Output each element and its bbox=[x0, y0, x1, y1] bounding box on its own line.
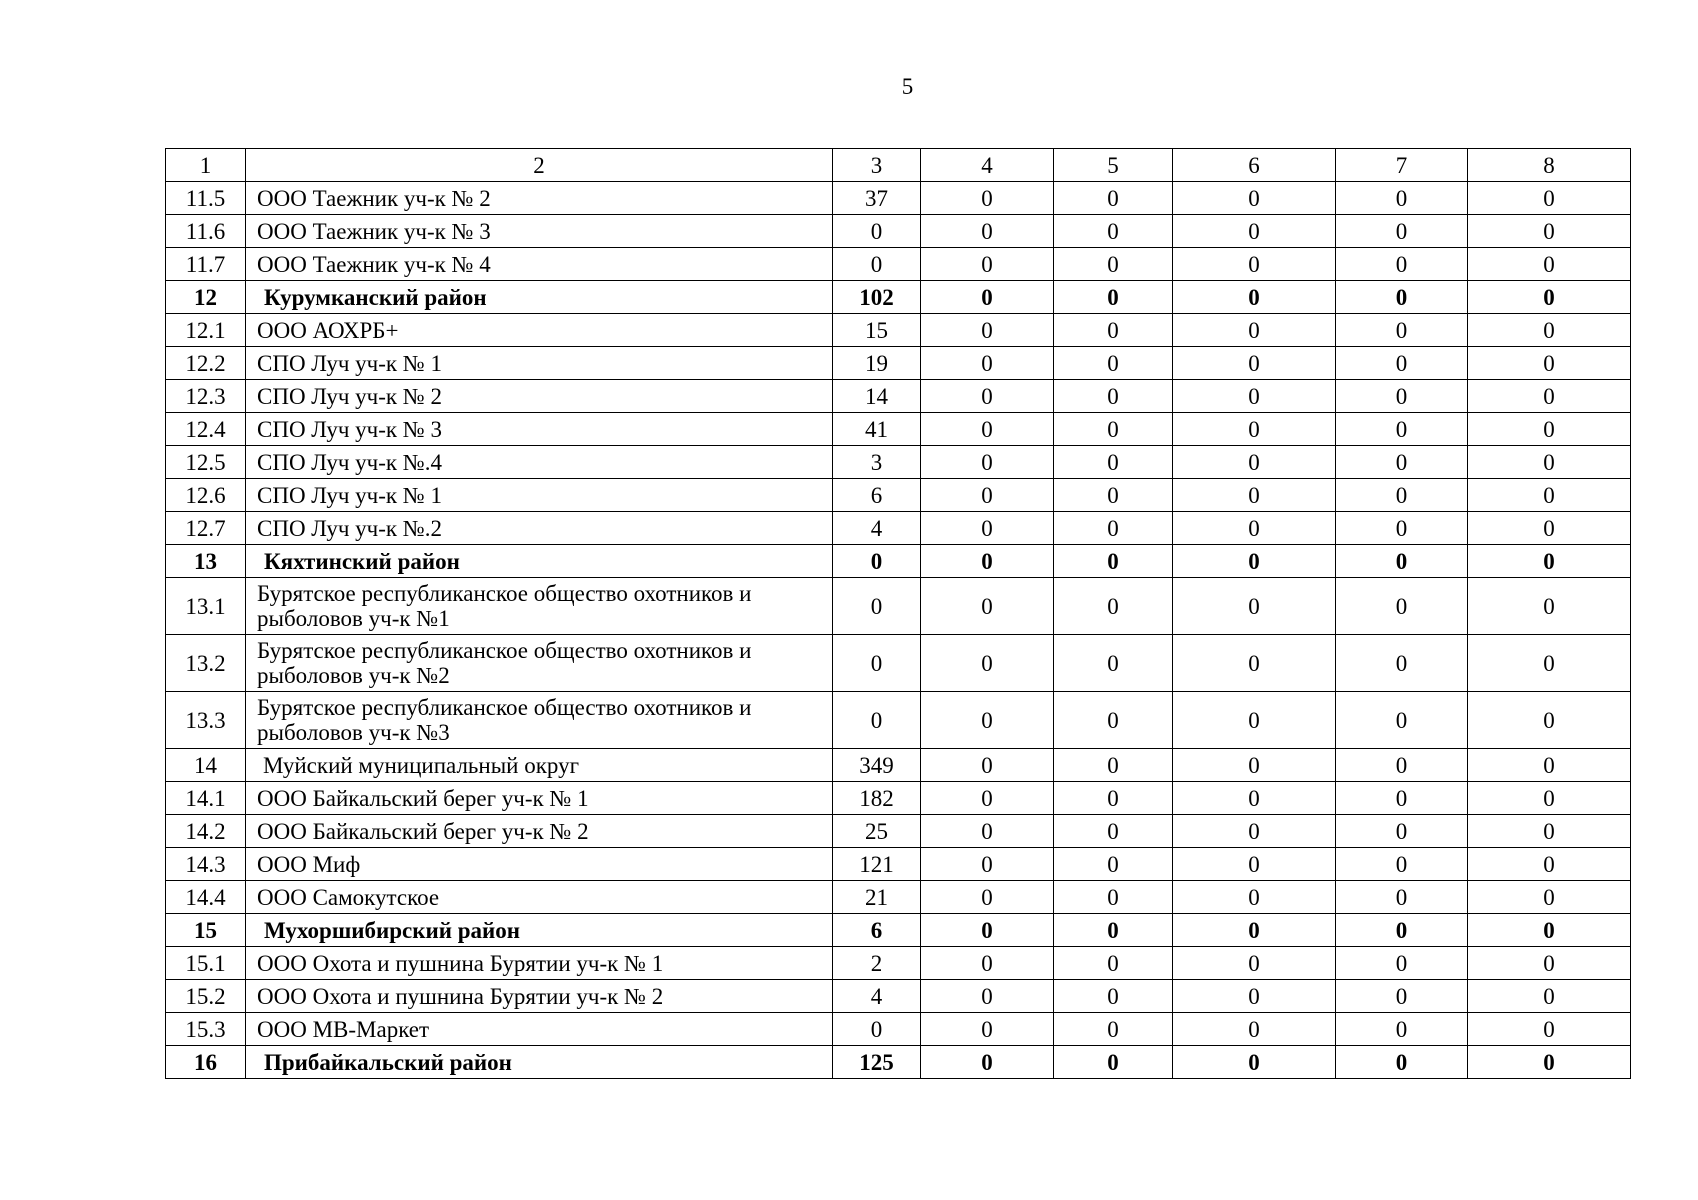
value-cell-col-7: 0 bbox=[1336, 215, 1468, 248]
value-cell-col-5: 0 bbox=[1054, 815, 1173, 848]
value-cell-col-6: 0 bbox=[1173, 848, 1336, 881]
value-cell-col-8: 0 bbox=[1468, 782, 1631, 815]
value-cell-col-8: 0 bbox=[1468, 446, 1631, 479]
row-name-cell: Бурятское республиканское общество охотников и рыболовов уч-к №1 bbox=[246, 578, 833, 635]
row-number-cell: 15.3 bbox=[166, 1013, 246, 1046]
value-cell-col-8: 0 bbox=[1468, 512, 1631, 545]
value-cell-col-3: 21 bbox=[833, 881, 921, 914]
value-cell-col-4: 0 bbox=[921, 182, 1054, 215]
row-number-cell: 14.1 bbox=[166, 782, 246, 815]
value-cell-col-4: 0 bbox=[921, 578, 1054, 635]
row-number-cell: 14.4 bbox=[166, 881, 246, 914]
row-number-cell: 11.6 bbox=[166, 215, 246, 248]
value-cell-col-5: 0 bbox=[1054, 512, 1173, 545]
value-cell-col-5: 0 bbox=[1054, 947, 1173, 980]
value-cell-col-3: 6 bbox=[833, 479, 921, 512]
row-name-cell: СПО Луч уч-к № 3 bbox=[246, 413, 833, 446]
row-name-cell: ООО Миф bbox=[246, 848, 833, 881]
row-number-cell: 12 bbox=[166, 281, 246, 314]
value-cell-col-5: 0 bbox=[1054, 1046, 1173, 1079]
value-cell-col-8: 0 bbox=[1468, 281, 1631, 314]
value-cell-col-6: 0 bbox=[1173, 281, 1336, 314]
table-row bbox=[166, 248, 1631, 281]
value-cell-col-4: 0 bbox=[921, 749, 1054, 782]
value-cell-col-3: 349 bbox=[833, 749, 921, 782]
row-name-cell: ООО Байкальский берег уч-к № 1 bbox=[246, 782, 833, 815]
value-cell-col-6: 0 bbox=[1173, 248, 1336, 281]
value-cell-col-3: 182 bbox=[833, 782, 921, 815]
value-cell-col-7: 0 bbox=[1336, 635, 1468, 692]
value-cell-col-5: 0 bbox=[1054, 446, 1173, 479]
row-name-cell: ООО Таежник уч-к № 3 bbox=[246, 215, 833, 248]
table-body bbox=[166, 149, 1631, 1079]
value-cell-col-6: 0 bbox=[1173, 182, 1336, 215]
value-cell-col-8: 0 bbox=[1468, 635, 1631, 692]
value-cell-col-3: 6 bbox=[833, 914, 921, 947]
value-cell-col-4: 0 bbox=[921, 248, 1054, 281]
value-cell-col-7: 0 bbox=[1336, 815, 1468, 848]
value-cell-col-8: 0 bbox=[1468, 380, 1631, 413]
value-cell-col-5: 0 bbox=[1054, 182, 1173, 215]
value-cell-col-8: 0 bbox=[1468, 881, 1631, 914]
value-cell-col-3: 25 bbox=[833, 815, 921, 848]
value-cell-col-8: 0 bbox=[1468, 848, 1631, 881]
value-cell-col-8: 0 bbox=[1468, 692, 1631, 749]
value-cell-col-3: 0 bbox=[833, 545, 921, 578]
table-row bbox=[166, 512, 1631, 545]
header-cell-1: 1 bbox=[166, 149, 246, 182]
page-number: 5 bbox=[901, 74, 914, 99]
value-cell-col-4: 0 bbox=[921, 848, 1054, 881]
row-number-cell: 12.5 bbox=[166, 446, 246, 479]
row-number-cell: 14 bbox=[166, 749, 246, 782]
row-name-cell: Муйский муниципальный округ bbox=[246, 749, 833, 782]
value-cell-col-7: 0 bbox=[1336, 782, 1468, 815]
value-cell-col-8: 0 bbox=[1468, 215, 1631, 248]
row-name-cell: ООО Таежник уч-к № 4 bbox=[246, 248, 833, 281]
value-cell-col-4: 0 bbox=[921, 380, 1054, 413]
value-cell-col-6: 0 bbox=[1173, 980, 1336, 1013]
value-cell-col-5: 0 bbox=[1054, 848, 1173, 881]
value-cell-col-4: 0 bbox=[921, 692, 1054, 749]
row-name-cell: СПО Луч уч-к № 2 bbox=[246, 380, 833, 413]
value-cell-col-7: 0 bbox=[1336, 413, 1468, 446]
value-cell-col-8: 0 bbox=[1468, 1046, 1631, 1079]
row-name-cell: Кяхтинский район bbox=[246, 545, 833, 578]
row-name-cell: ООО Самокутское bbox=[246, 881, 833, 914]
value-cell-col-3: 0 bbox=[833, 1013, 921, 1046]
row-number-cell: 13.2 bbox=[166, 635, 246, 692]
table-row-section bbox=[166, 1046, 1631, 1079]
value-cell-col-5: 0 bbox=[1054, 215, 1173, 248]
value-cell-col-6: 0 bbox=[1173, 413, 1336, 446]
row-name-cell: ООО Охота и пушнина Бурятии уч-к № 1 bbox=[246, 947, 833, 980]
table-row bbox=[166, 578, 1631, 635]
row-name-cell: СПО Луч уч-к №.4 bbox=[246, 446, 833, 479]
table-row-section bbox=[166, 281, 1631, 314]
row-name-cell: ООО Байкальский берег уч-к № 2 bbox=[246, 815, 833, 848]
row-number-cell: 12.1 bbox=[166, 314, 246, 347]
table-row bbox=[166, 749, 1631, 782]
value-cell-col-3: 0 bbox=[833, 635, 921, 692]
value-cell-col-3: 4 bbox=[833, 980, 921, 1013]
value-cell-col-7: 0 bbox=[1336, 545, 1468, 578]
value-cell-col-6: 0 bbox=[1173, 446, 1336, 479]
value-cell-col-5: 0 bbox=[1054, 1013, 1173, 1046]
table-row bbox=[166, 215, 1631, 248]
value-cell-col-3: 41 bbox=[833, 413, 921, 446]
value-cell-col-8: 0 bbox=[1468, 815, 1631, 848]
value-cell-col-4: 0 bbox=[921, 881, 1054, 914]
value-cell-col-4: 0 bbox=[921, 215, 1054, 248]
value-cell-col-7: 0 bbox=[1336, 512, 1468, 545]
value-cell-col-6: 0 bbox=[1173, 914, 1336, 947]
value-cell-col-5: 0 bbox=[1054, 635, 1173, 692]
table-row bbox=[166, 347, 1631, 380]
value-cell-col-3: 19 bbox=[833, 347, 921, 380]
value-cell-col-7: 0 bbox=[1336, 848, 1468, 881]
value-cell-col-3: 121 bbox=[833, 848, 921, 881]
value-cell-col-8: 0 bbox=[1468, 914, 1631, 947]
table-row bbox=[166, 947, 1631, 980]
value-cell-col-7: 0 bbox=[1336, 380, 1468, 413]
row-name-cell: СПО Луч уч-к № 1 bbox=[246, 347, 833, 380]
value-cell-col-5: 0 bbox=[1054, 749, 1173, 782]
row-number-cell: 13.1 bbox=[166, 578, 246, 635]
value-cell-col-6: 0 bbox=[1173, 635, 1336, 692]
value-cell-col-8: 0 bbox=[1468, 314, 1631, 347]
value-cell-col-4: 0 bbox=[921, 914, 1054, 947]
value-cell-col-4: 0 bbox=[921, 347, 1054, 380]
value-cell-col-6: 0 bbox=[1173, 881, 1336, 914]
value-cell-col-7: 0 bbox=[1336, 347, 1468, 380]
value-cell-col-8: 0 bbox=[1468, 182, 1631, 215]
table-row bbox=[166, 446, 1631, 479]
value-cell-col-6: 0 bbox=[1173, 314, 1336, 347]
value-cell-col-8: 0 bbox=[1468, 947, 1631, 980]
header-cell-7: 7 bbox=[1336, 149, 1468, 182]
value-cell-col-3: 0 bbox=[833, 215, 921, 248]
value-cell-col-5: 0 bbox=[1054, 578, 1173, 635]
row-number-cell: 14.2 bbox=[166, 815, 246, 848]
value-cell-col-8: 0 bbox=[1468, 980, 1631, 1013]
row-name-cell: ООО АОХРБ+ bbox=[246, 314, 833, 347]
value-cell-col-4: 0 bbox=[921, 413, 1054, 446]
row-number-cell: 15.1 bbox=[166, 947, 246, 980]
value-cell-col-6: 0 bbox=[1173, 479, 1336, 512]
table-row-section bbox=[166, 914, 1631, 947]
value-cell-col-3: 3 bbox=[833, 446, 921, 479]
value-cell-col-6: 0 bbox=[1173, 1013, 1336, 1046]
value-cell-col-5: 0 bbox=[1054, 281, 1173, 314]
value-cell-col-5: 0 bbox=[1054, 347, 1173, 380]
value-cell-col-5: 0 bbox=[1054, 413, 1173, 446]
value-cell-col-8: 0 bbox=[1468, 749, 1631, 782]
value-cell-col-7: 0 bbox=[1336, 914, 1468, 947]
value-cell-col-8: 0 bbox=[1468, 479, 1631, 512]
value-cell-col-6: 0 bbox=[1173, 815, 1336, 848]
value-cell-col-5: 0 bbox=[1054, 314, 1173, 347]
row-number-cell: 14.3 bbox=[166, 848, 246, 881]
row-name-cell: Мухоршибирский район bbox=[246, 914, 833, 947]
value-cell-col-7: 0 bbox=[1336, 980, 1468, 1013]
value-cell-col-6: 0 bbox=[1173, 545, 1336, 578]
header-cell-3: 3 bbox=[833, 149, 921, 182]
table-row-section bbox=[166, 545, 1631, 578]
value-cell-col-4: 0 bbox=[921, 1013, 1054, 1046]
row-name-cell: Прибайкальский район bbox=[246, 1046, 833, 1079]
row-number-cell: 13.3 bbox=[166, 692, 246, 749]
value-cell-col-8: 0 bbox=[1468, 545, 1631, 578]
row-name-cell: Бурятское республиканское общество охотников и рыболовов уч-к №3 bbox=[246, 692, 833, 749]
value-cell-col-7: 0 bbox=[1336, 446, 1468, 479]
table-row bbox=[166, 881, 1631, 914]
value-cell-col-5: 0 bbox=[1054, 914, 1173, 947]
value-cell-col-4: 0 bbox=[921, 980, 1054, 1013]
value-cell-col-5: 0 bbox=[1054, 881, 1173, 914]
table-row bbox=[166, 380, 1631, 413]
value-cell-col-6: 0 bbox=[1173, 512, 1336, 545]
value-cell-col-4: 0 bbox=[921, 314, 1054, 347]
row-name-cell: СПО Луч уч-к № 1 bbox=[246, 479, 833, 512]
table-row bbox=[166, 692, 1631, 749]
value-cell-col-7: 0 bbox=[1336, 1013, 1468, 1046]
value-cell-col-4: 0 bbox=[921, 512, 1054, 545]
value-cell-col-3: 0 bbox=[833, 248, 921, 281]
table-row bbox=[166, 479, 1631, 512]
value-cell-col-8: 0 bbox=[1468, 347, 1631, 380]
value-cell-col-6: 0 bbox=[1173, 782, 1336, 815]
row-name-cell: СПО Луч уч-к №.2 bbox=[246, 512, 833, 545]
value-cell-col-3: 102 bbox=[833, 281, 921, 314]
value-cell-col-7: 0 bbox=[1336, 281, 1468, 314]
value-cell-col-7: 0 bbox=[1336, 578, 1468, 635]
value-cell-col-4: 0 bbox=[921, 446, 1054, 479]
value-cell-col-7: 0 bbox=[1336, 182, 1468, 215]
value-cell-col-5: 0 bbox=[1054, 380, 1173, 413]
value-cell-col-3: 125 bbox=[833, 1046, 921, 1079]
row-number-cell: 13 bbox=[166, 545, 246, 578]
data-table bbox=[165, 148, 1631, 1079]
table-row bbox=[166, 848, 1631, 881]
row-number-cell: 12.7 bbox=[166, 512, 246, 545]
value-cell-col-4: 0 bbox=[921, 635, 1054, 692]
value-cell-col-3: 0 bbox=[833, 578, 921, 635]
row-number-cell: 11.7 bbox=[166, 248, 246, 281]
value-cell-col-3: 37 bbox=[833, 182, 921, 215]
value-cell-col-5: 0 bbox=[1054, 980, 1173, 1013]
value-cell-col-3: 14 bbox=[833, 380, 921, 413]
value-cell-col-5: 0 bbox=[1054, 692, 1173, 749]
value-cell-col-6: 0 bbox=[1173, 1046, 1336, 1079]
value-cell-col-6: 0 bbox=[1173, 380, 1336, 413]
header-cell-5: 5 bbox=[1054, 149, 1173, 182]
table-row bbox=[166, 782, 1631, 815]
table-row bbox=[166, 815, 1631, 848]
value-cell-col-5: 0 bbox=[1054, 545, 1173, 578]
value-cell-col-5: 0 bbox=[1054, 248, 1173, 281]
value-cell-col-8: 0 bbox=[1468, 1013, 1631, 1046]
table-row bbox=[166, 1013, 1631, 1046]
table-row bbox=[166, 314, 1631, 347]
value-cell-col-5: 0 bbox=[1054, 782, 1173, 815]
value-cell-col-6: 0 bbox=[1173, 347, 1336, 380]
value-cell-col-3: 0 bbox=[833, 692, 921, 749]
value-cell-col-5: 0 bbox=[1054, 479, 1173, 512]
header-cell-2: 2 bbox=[246, 149, 833, 182]
row-name-cell: Бурятское республиканское общество охотников и рыболовов уч-к №2 bbox=[246, 635, 833, 692]
row-name-cell: Курумканский район bbox=[246, 281, 833, 314]
value-cell-col-7: 0 bbox=[1336, 947, 1468, 980]
row-name-cell: ООО Охота и пушнина Бурятии уч-к № 2 bbox=[246, 980, 833, 1013]
value-cell-col-4: 0 bbox=[921, 1046, 1054, 1079]
value-cell-col-7: 0 bbox=[1336, 881, 1468, 914]
value-cell-col-4: 0 bbox=[921, 782, 1054, 815]
value-cell-col-4: 0 bbox=[921, 545, 1054, 578]
row-number-cell: 11.5 bbox=[166, 182, 246, 215]
table-row bbox=[166, 413, 1631, 446]
value-cell-col-6: 0 bbox=[1173, 692, 1336, 749]
value-cell-col-8: 0 bbox=[1468, 248, 1631, 281]
value-cell-col-3: 4 bbox=[833, 512, 921, 545]
value-cell-col-4: 0 bbox=[921, 281, 1054, 314]
row-number-cell: 12.2 bbox=[166, 347, 246, 380]
table-row bbox=[166, 182, 1631, 215]
row-number-cell: 12.4 bbox=[166, 413, 246, 446]
value-cell-col-7: 0 bbox=[1336, 314, 1468, 347]
value-cell-col-3: 2 bbox=[833, 947, 921, 980]
row-name-cell: ООО Таежник уч-к № 2 bbox=[246, 182, 833, 215]
header-cell-8: 8 bbox=[1468, 149, 1631, 182]
row-name-cell: ООО МВ-Маркет bbox=[246, 1013, 833, 1046]
row-number-cell: 16 bbox=[166, 1046, 246, 1079]
value-cell-col-4: 0 bbox=[921, 815, 1054, 848]
header-row bbox=[166, 149, 1631, 182]
value-cell-col-7: 0 bbox=[1336, 479, 1468, 512]
header-cell-6: 6 bbox=[1173, 149, 1336, 182]
value-cell-col-4: 0 bbox=[921, 479, 1054, 512]
table-row bbox=[166, 635, 1631, 692]
value-cell-col-3: 15 bbox=[833, 314, 921, 347]
value-cell-col-7: 0 bbox=[1336, 1046, 1468, 1079]
row-number-cell: 12.6 bbox=[166, 479, 246, 512]
value-cell-col-7: 0 bbox=[1336, 749, 1468, 782]
value-cell-col-6: 0 bbox=[1173, 578, 1336, 635]
table-row bbox=[166, 980, 1631, 1013]
value-cell-col-6: 0 bbox=[1173, 947, 1336, 980]
row-number-cell: 12.3 bbox=[166, 380, 246, 413]
value-cell-col-7: 0 bbox=[1336, 248, 1468, 281]
row-number-cell: 15 bbox=[166, 914, 246, 947]
value-cell-col-8: 0 bbox=[1468, 413, 1631, 446]
value-cell-col-8: 0 bbox=[1468, 578, 1631, 635]
header-cell-4: 4 bbox=[921, 149, 1054, 182]
value-cell-col-6: 0 bbox=[1173, 749, 1336, 782]
value-cell-col-4: 0 bbox=[921, 947, 1054, 980]
row-number-cell: 15.2 bbox=[166, 980, 246, 1013]
value-cell-col-6: 0 bbox=[1173, 215, 1336, 248]
value-cell-col-7: 0 bbox=[1336, 692, 1468, 749]
